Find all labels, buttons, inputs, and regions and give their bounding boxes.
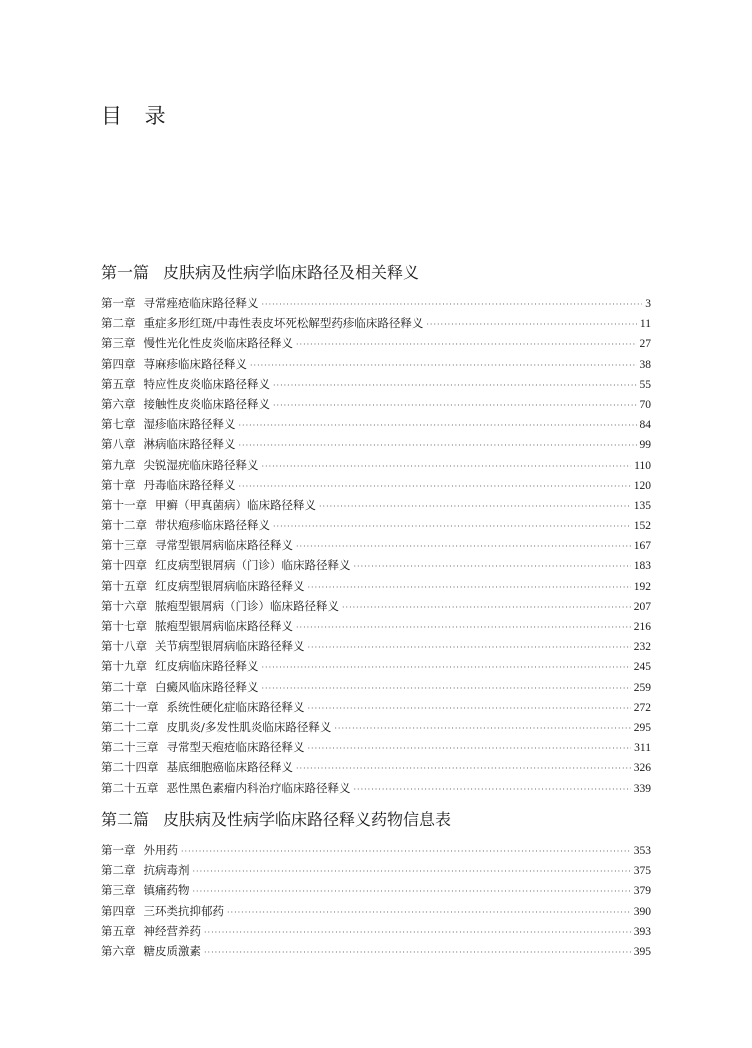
dot-leader: [250, 356, 637, 376]
toc-part-1: [101, 261, 651, 798]
dot-leader: [239, 436, 637, 456]
toc-entry: [101, 677, 651, 697]
chapter-number: 第十章: [101, 477, 136, 492]
chapter-number: 第一章: [101, 296, 136, 310]
chapter-number: 第十三章: [101, 538, 147, 553]
chapter-number: 第五章: [101, 376, 136, 391]
page-title: 目 录: [101, 104, 174, 128]
toc-entry: [101, 434, 651, 454]
chapter-title: 红皮病临床路径释义: [155, 659, 259, 674]
chapter-number: 第二十四章: [101, 760, 159, 775]
toc-entry: [101, 901, 651, 921]
page-number: 135: [633, 499, 651, 512]
dot-leader: [296, 335, 637, 355]
dot-leader: [273, 376, 637, 396]
chapter-number: 第五章: [101, 923, 136, 938]
page-number: 395: [633, 945, 651, 958]
chapter-title: 皮肌炎/多发性肌炎临床路径释义: [166, 719, 332, 734]
toc-entry: [101, 860, 651, 880]
chapter-title: 三环类抗抑郁药: [143, 903, 224, 918]
chapter-title: 脓疱型银屑病临床路径释义: [155, 619, 293, 633]
dot-leader: [262, 295, 643, 315]
dot-leader: [296, 618, 631, 638]
chapter-number: 第二十一章: [101, 699, 159, 714]
page-number: 99: [639, 439, 651, 452]
part-title: 皮肤病及性病学临床路径及相关释义: [163, 263, 420, 282]
chapter-title: 系统性硬化症临床路径释义: [166, 699, 305, 714]
page-number: 110: [634, 459, 651, 472]
chapter-number: 第二章: [101, 863, 136, 878]
toc-entry: [101, 333, 651, 353]
toc-entry: [101, 616, 651, 636]
page-number: 379: [633, 885, 651, 898]
page-number: 167: [633, 540, 651, 553]
toc-entry: [101, 394, 651, 414]
chapter-title: 湿疹临床路径释义: [143, 417, 236, 432]
toc-entry: [101, 374, 651, 394]
toc-entry: [101, 515, 651, 535]
toc-entry: [101, 757, 651, 777]
chapter-number: 第十一章: [101, 497, 147, 512]
page-number: 192: [633, 580, 651, 593]
dot-leader: [334, 719, 630, 739]
page-number: 152: [633, 520, 651, 533]
dot-leader: [239, 477, 631, 497]
page-number: 259: [633, 681, 651, 694]
dot-leader: [181, 842, 631, 862]
page-number: 245: [633, 661, 651, 674]
page-number: 375: [633, 865, 651, 878]
chapter-number: 第六章: [101, 943, 136, 958]
chapter-number: 第二十三章: [101, 740, 159, 755]
dot-leader: [426, 315, 637, 335]
part-number: 第一篇: [101, 263, 150, 282]
toc-entry: [101, 596, 651, 616]
chapter-number: 第九章: [101, 457, 136, 472]
page-number: 232: [633, 641, 651, 654]
chapter-number: 第七章: [101, 417, 136, 432]
chapter-number: 第八章: [101, 437, 136, 452]
dot-leader: [262, 658, 631, 678]
chapter-title: 红皮病型银屑病（门诊）临床路径释义: [155, 558, 351, 573]
chapter-number: 第十八章: [101, 639, 147, 654]
chapter-number: 第十五章: [101, 578, 147, 593]
chapter-title: 重症多形红斑/中毒性表皮坏死松解型药疹临床路径释义: [143, 316, 424, 331]
page-number: 326: [633, 762, 651, 775]
chapter-number: 第四章: [101, 356, 136, 371]
dot-leader: [296, 537, 631, 557]
chapter-title: 脓疱型银屑病（门诊）临床路径释义: [155, 598, 339, 613]
page-number: 11: [639, 318, 651, 331]
chapter-number: 第十四章: [101, 558, 147, 573]
part-number: 第二篇: [101, 810, 150, 829]
chapter-title: 尖锐湿疣临床路径释义: [143, 457, 259, 472]
chapter-number: 第十二章: [101, 518, 147, 533]
toc-entry: [101, 840, 651, 860]
page-number: 339: [633, 782, 651, 795]
toc-entry: [101, 880, 651, 900]
page-number: 38: [639, 358, 651, 371]
chapter-title: 荨麻疹临床路径释义: [143, 356, 247, 371]
page-number: 207: [633, 600, 651, 613]
dot-leader: [354, 557, 631, 577]
chapter-title: 甲癣（甲真菌病）临床路径释义: [155, 497, 316, 512]
chapter-title: 抗病毒剂: [143, 863, 190, 878]
page-number: 70: [639, 398, 651, 411]
chapter-title: 糖皮质激素: [143, 943, 201, 958]
toc-entry: [101, 535, 651, 555]
chapter-title: 外用药: [143, 843, 178, 857]
page-number: 84: [639, 419, 651, 432]
chapter-title: 特应性皮炎临床路径释义: [143, 376, 270, 391]
chapter-title: 关节病型银屑病临床路径释义: [155, 639, 305, 654]
toc-entry: [101, 555, 651, 575]
toc-entry: [101, 414, 651, 434]
toc-entry: [101, 921, 651, 941]
page-number: 120: [633, 479, 651, 492]
dot-leader: [319, 497, 631, 517]
dot-leader: [308, 578, 631, 598]
dot-leader: [204, 923, 631, 943]
page-number: 272: [633, 701, 651, 714]
toc-entry: [101, 495, 651, 515]
page-number: 311: [634, 742, 651, 755]
toc-entry: [101, 354, 651, 374]
chapter-title: 红皮病型银屑病临床路径释义: [155, 578, 305, 593]
chapter-title: 镇痛药物: [143, 883, 190, 898]
page-number: 295: [633, 721, 651, 734]
page-number: 393: [633, 925, 651, 938]
dot-leader: [193, 882, 631, 902]
page-number: 183: [633, 560, 651, 573]
chapter-title: 慢性光化性皮炎临床路径释义: [143, 336, 293, 351]
chapter-list: [101, 840, 651, 961]
chapter-number: 第二十二章: [101, 719, 159, 734]
dot-leader: [308, 699, 631, 719]
chapter-number: 第三章: [101, 336, 136, 351]
chapter-title: 恶性黑色素瘤内科治疗临床路径释义: [166, 780, 351, 795]
chapter-number: 第六章: [101, 396, 136, 411]
chapter-number: 第四章: [101, 903, 136, 918]
page-number: 27: [639, 338, 651, 351]
toc-entry: [101, 293, 651, 313]
dot-leader: [193, 862, 631, 882]
dot-leader: [308, 739, 632, 759]
dot-leader: [204, 943, 631, 963]
chapter-title: 寻常型银屑病临床路径释义: [155, 538, 293, 553]
page-number: 216: [633, 621, 651, 633]
chapter-title: 神经营养药: [143, 923, 201, 938]
part-heading: [101, 261, 651, 285]
toc-entry: [101, 697, 651, 717]
dot-leader: [273, 517, 631, 537]
toc-entry: [101, 941, 651, 961]
dot-leader: [296, 759, 631, 779]
chapter-number: 第十六章: [101, 598, 147, 613]
page-number: 55: [639, 378, 651, 391]
part-title: 皮肤病及性病学临床路径释义药物信息表: [163, 810, 452, 829]
chapter-number: 第三章: [101, 883, 136, 898]
toc-entry: [101, 737, 651, 757]
chapter-number: 第十七章: [101, 619, 147, 633]
chapter-number: 第二十章: [101, 679, 147, 694]
dot-leader: [262, 457, 632, 477]
page-number: 390: [633, 905, 651, 918]
chapter-title: 白癜风临床路径释义: [155, 679, 259, 694]
dot-leader: [273, 396, 637, 416]
page-number: 353: [633, 845, 651, 857]
dot-leader: [239, 416, 637, 436]
chapter-number: 第二章: [101, 316, 136, 331]
toc-entry: [101, 455, 651, 475]
toc-entry: [101, 576, 651, 596]
toc-entry: [101, 717, 651, 737]
chapter-list: [101, 293, 651, 798]
chapter-title: 淋病临床路径释义: [143, 437, 236, 452]
dot-leader: [227, 903, 631, 923]
dot-leader: [342, 598, 631, 618]
chapter-title: 寻常型天疱疮临床路径释义: [166, 740, 305, 755]
dot-leader: [308, 638, 631, 658]
toc-entry: [101, 656, 651, 676]
chapter-title: 丹毒临床路径释义: [143, 477, 236, 492]
dot-leader: [354, 780, 631, 800]
part-heading: [101, 808, 651, 832]
toc-entry: [101, 778, 651, 798]
chapter-number: 第一章: [101, 843, 136, 857]
page-number: 3: [645, 298, 651, 310]
chapter-title: 基底细胞癌临床路径释义: [166, 760, 293, 775]
chapter-title: 带状疱疹临床路径释义: [155, 518, 270, 533]
chapter-title: 接触性皮炎临床路径释义: [143, 396, 270, 411]
chapter-title: 寻常痤疮临床路径释义: [143, 296, 259, 310]
toc-entry: [101, 636, 651, 656]
chapter-number: 第二十五章: [101, 780, 159, 795]
toc-part-2: [101, 808, 651, 961]
toc-entry: [101, 313, 651, 333]
toc-entry: [101, 475, 651, 495]
dot-leader: [262, 679, 631, 699]
chapter-number: 第十九章: [101, 659, 147, 674]
